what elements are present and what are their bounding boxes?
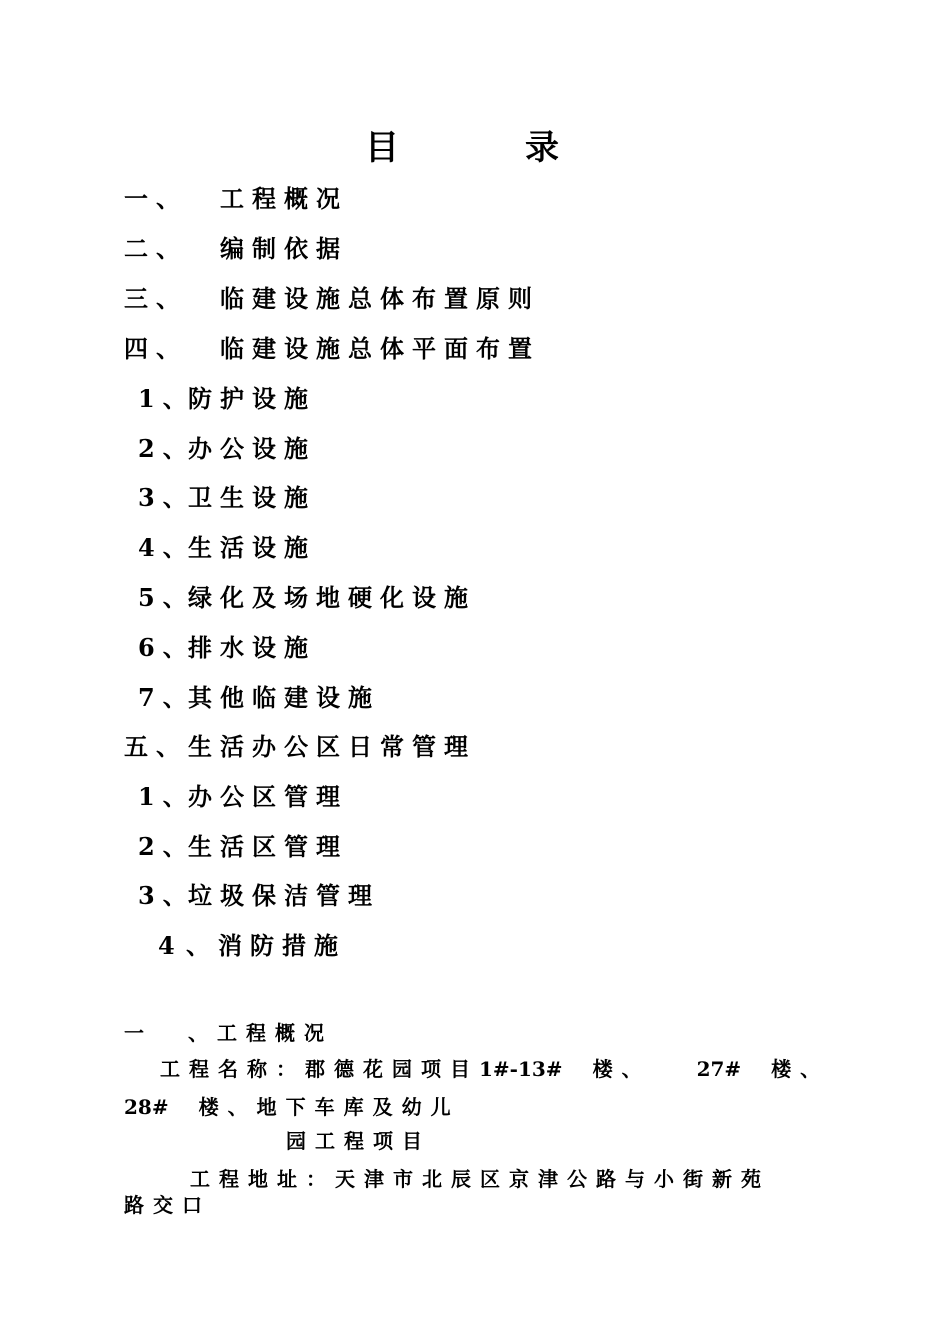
toc-item[interactable] bbox=[124, 284, 540, 314]
project-address-label: 工程地址： bbox=[190, 1167, 335, 1191]
section-heading bbox=[124, 1020, 333, 1046]
toc-item[interactable] bbox=[138, 683, 380, 713]
toc-item[interactable] bbox=[124, 334, 540, 364]
toc-item-number: 6、 bbox=[138, 633, 195, 662]
project-name-line bbox=[160, 1056, 829, 1082]
toc-item[interactable] bbox=[124, 184, 348, 214]
project-address-continued: 路交口 bbox=[124, 1193, 211, 1217]
toc-item[interactable] bbox=[138, 483, 316, 513]
project-building-28: 28# bbox=[124, 1095, 169, 1119]
section-heading-number: 一 bbox=[124, 1021, 153, 1045]
title-part-1: 目 bbox=[365, 128, 399, 168]
project-building-sep: 楼、 bbox=[592, 1057, 651, 1081]
project-name-line-3 bbox=[286, 1128, 431, 1154]
project-name-continued: 楼、地下车库及幼儿 bbox=[198, 1095, 460, 1119]
toc-item-text: 临建设施总体布置原则 bbox=[220, 284, 540, 313]
project-building-sep-2: 楼、 bbox=[771, 1057, 830, 1081]
toc-item-number: 1、 bbox=[138, 782, 195, 811]
toc-item-text: 工程概况 bbox=[220, 184, 348, 213]
toc-item-text: 生活设施 bbox=[188, 533, 316, 562]
toc-item-number: 三、 bbox=[124, 284, 188, 313]
toc-item-text: 生活区管理 bbox=[188, 832, 348, 861]
project-address-line-2 bbox=[124, 1192, 211, 1218]
toc-item-text: 生活办公区日常管理 bbox=[188, 732, 476, 761]
toc-item-number: 4、 bbox=[138, 533, 195, 562]
toc-item[interactable] bbox=[138, 583, 476, 613]
project-building-range: 1#-13# bbox=[479, 1057, 563, 1081]
toc-item-text: 编制依据 bbox=[220, 234, 348, 263]
project-name-label: 工程名称： bbox=[160, 1057, 305, 1081]
toc-item-text: 垃圾保洁管理 bbox=[188, 881, 380, 910]
toc-item[interactable] bbox=[138, 633, 316, 663]
toc-item-number: 二、 bbox=[124, 234, 188, 263]
toc-item-text: 卫生设施 bbox=[188, 483, 316, 512]
toc-item-text: 临建设施总体平面布置 bbox=[220, 334, 540, 363]
toc-item-text: 办公设施 bbox=[188, 434, 316, 463]
toc-item-text: 绿化及场地硬化设施 bbox=[188, 583, 476, 612]
toc-item-number: 2、 bbox=[138, 832, 195, 861]
toc-item[interactable] bbox=[138, 782, 348, 812]
toc-item[interactable] bbox=[124, 732, 476, 762]
project-building-27: 27# bbox=[696, 1057, 742, 1081]
toc-item[interactable] bbox=[138, 533, 316, 563]
section-heading-text: 、工程概况 bbox=[188, 1021, 333, 1045]
toc-item-number: 5、 bbox=[138, 583, 195, 612]
toc-item[interactable] bbox=[124, 234, 348, 264]
toc-item[interactable] bbox=[138, 832, 348, 862]
project-name-line-2 bbox=[124, 1094, 460, 1120]
toc-item-text: 排水设施 bbox=[188, 633, 316, 662]
toc-item[interactable] bbox=[138, 434, 316, 464]
toc-item[interactable] bbox=[158, 931, 346, 961]
toc-item-number: 五、 bbox=[124, 732, 188, 761]
page-title bbox=[365, 128, 559, 168]
toc-item-number: 7、 bbox=[138, 683, 195, 712]
toc-item-number: 四、 bbox=[124, 334, 188, 363]
project-address-line bbox=[190, 1166, 770, 1192]
toc-item-text: 、消防措施 bbox=[186, 931, 346, 960]
toc-item[interactable] bbox=[138, 881, 380, 911]
toc-item-number: 3、 bbox=[138, 881, 195, 910]
toc-item-number: 2、 bbox=[138, 434, 195, 463]
toc-item[interactable] bbox=[138, 384, 316, 414]
project-address-value: 天津市北辰区京津公路与小街新苑 bbox=[335, 1167, 770, 1191]
project-name-end: 园工程项目 bbox=[286, 1129, 431, 1153]
toc-item-number: 一、 bbox=[124, 184, 188, 213]
title-part-2: 录 bbox=[525, 128, 559, 168]
toc-item-number: 4 bbox=[158, 931, 183, 960]
toc-item-text: 办公区管理 bbox=[188, 782, 348, 811]
toc-item-number: 1、 bbox=[138, 384, 195, 413]
toc-item-number: 3、 bbox=[138, 483, 195, 512]
toc-item-text: 防护设施 bbox=[188, 384, 316, 413]
toc-item-text: 其他临建设施 bbox=[188, 683, 380, 712]
project-name-value: 郡德花园项目 bbox=[305, 1057, 479, 1081]
